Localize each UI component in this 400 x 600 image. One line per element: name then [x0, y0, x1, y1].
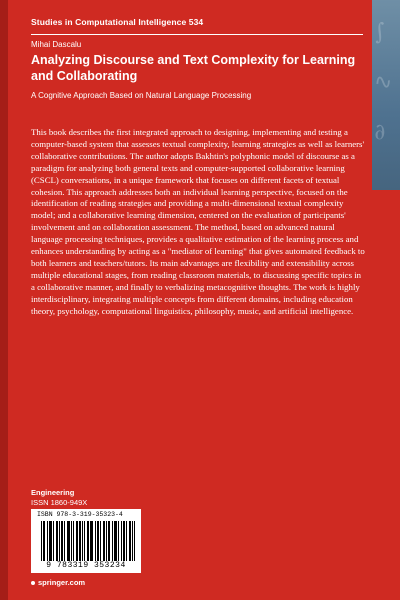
barcode-bar [62, 521, 63, 561]
barcode-bar [43, 521, 44, 561]
barcode-bar [130, 521, 131, 561]
author-name: Mihai Dascalu [31, 40, 82, 49]
barcode-bar [108, 521, 109, 561]
barcode-bar [51, 521, 52, 561]
barcode-bar [112, 521, 113, 561]
barcode-bar [97, 521, 98, 561]
barcode-bar [67, 521, 68, 561]
barcode-bar [129, 521, 130, 561]
barcode-bar [84, 521, 85, 561]
barcode-bar [115, 521, 116, 561]
barcode-bar [57, 521, 58, 561]
barcode-bar [100, 521, 101, 561]
barcode-bar [98, 521, 99, 561]
barcode-bar [114, 521, 115, 561]
barcode-bar [87, 521, 88, 561]
barcode-bar [95, 521, 96, 561]
barcode-bar [134, 521, 135, 561]
publisher-website [31, 578, 85, 587]
barcode-bar [109, 521, 110, 561]
barcode-bar [44, 521, 45, 561]
barcode-bar [61, 521, 62, 561]
barcode-bar [124, 521, 125, 561]
barcode-bar [91, 521, 92, 561]
isbn-number: ISBN 978-3-319-35323-4 [37, 511, 123, 518]
barcode-bar [106, 521, 107, 561]
book-subtitle: A Cognitive Approach Based on Natural Language Processing [31, 91, 252, 100]
barcode-bar [64, 521, 65, 561]
barcode-bar [41, 521, 42, 561]
barcode-bar [77, 521, 78, 561]
barcode-bar [73, 521, 74, 561]
barcode-bar [118, 521, 119, 561]
barcode-bar [88, 521, 89, 561]
spine-strip [0, 0, 8, 600]
barcode-bar [47, 521, 48, 561]
barcode-bar [126, 521, 127, 561]
barcode-bar [103, 521, 104, 561]
barcode-bar [69, 521, 70, 561]
barcode-bar [92, 521, 93, 561]
barcode [41, 521, 135, 561]
barcode-bar [82, 521, 83, 561]
issn-number: ISSN 1860-949X [31, 498, 88, 507]
barcode-bar [71, 521, 72, 561]
barcode-bar [56, 521, 57, 561]
barcode-bar [50, 521, 51, 561]
barcode-bar [59, 521, 60, 561]
series-title: Studies in Computational Intelligence 534 [31, 17, 204, 27]
ean-number: 9 783319 353234 [46, 561, 126, 570]
bullet-icon [31, 581, 35, 585]
subject-category: Engineering [31, 488, 75, 497]
barcode-bar [104, 521, 105, 561]
barcode-bar [121, 521, 122, 561]
barcode-label [31, 509, 141, 573]
barcode-bar [80, 521, 81, 561]
header-rule [31, 34, 363, 35]
cover-image-corner: ∫ ∿ ∂ [372, 0, 400, 190]
book-description: This book describes the first integrated approach to designing, implementing and testing a computer-based system that assesses textual complexity, learning strategies as well as learners' collaborative contributions. The author adopts Bakhtin's polyphonic model of discourse as a paradigm for analyzing both general texts and computer-supported collaborative learning (CSCL) conversations, in a unique framework that focuses on different facets of textual cohesion. This approach addresses both an individual learning perspective, focused on the identification of reading strategies and providing a multi-dimensional textual complexity model; and a collaborative learning dimension, centered on the evaluation of participants' involvement and on collaboration assessment. The method, based on advanced natural language processing techniques, provides a qualitative estimation of the learning process and enhances understanding by acting as a "mediator of learning" that gives automated feedback to both learners and teachers/tutors. Its main advantages are flexibility and extensibility across multiple educational stages, from reading classroom materials, to discussing specific topics in a collaborative manner, and finally to verbalizing metacognitive thoughts. The work is highly interdisciplinary, integrating multiple concepts from different domains, including education theory, psychology, computational linguistics, philosophy, music, and artificial intelligence. [31, 127, 365, 316]
barcode-bar [53, 521, 54, 561]
barcode-bar [132, 521, 133, 561]
barcode-bar [123, 521, 124, 561]
barcode-bar [79, 521, 80, 561]
barcode-bar [116, 521, 117, 561]
website-text: springer.com [38, 578, 86, 587]
barcode-bar [68, 521, 69, 561]
barcode-bar [90, 521, 91, 561]
barcode-bar [49, 521, 50, 561]
barcode-bar [76, 521, 77, 561]
book-title: Analyzing Discourse and Text Complexity for Learning and Collaborating [31, 53, 356, 83]
